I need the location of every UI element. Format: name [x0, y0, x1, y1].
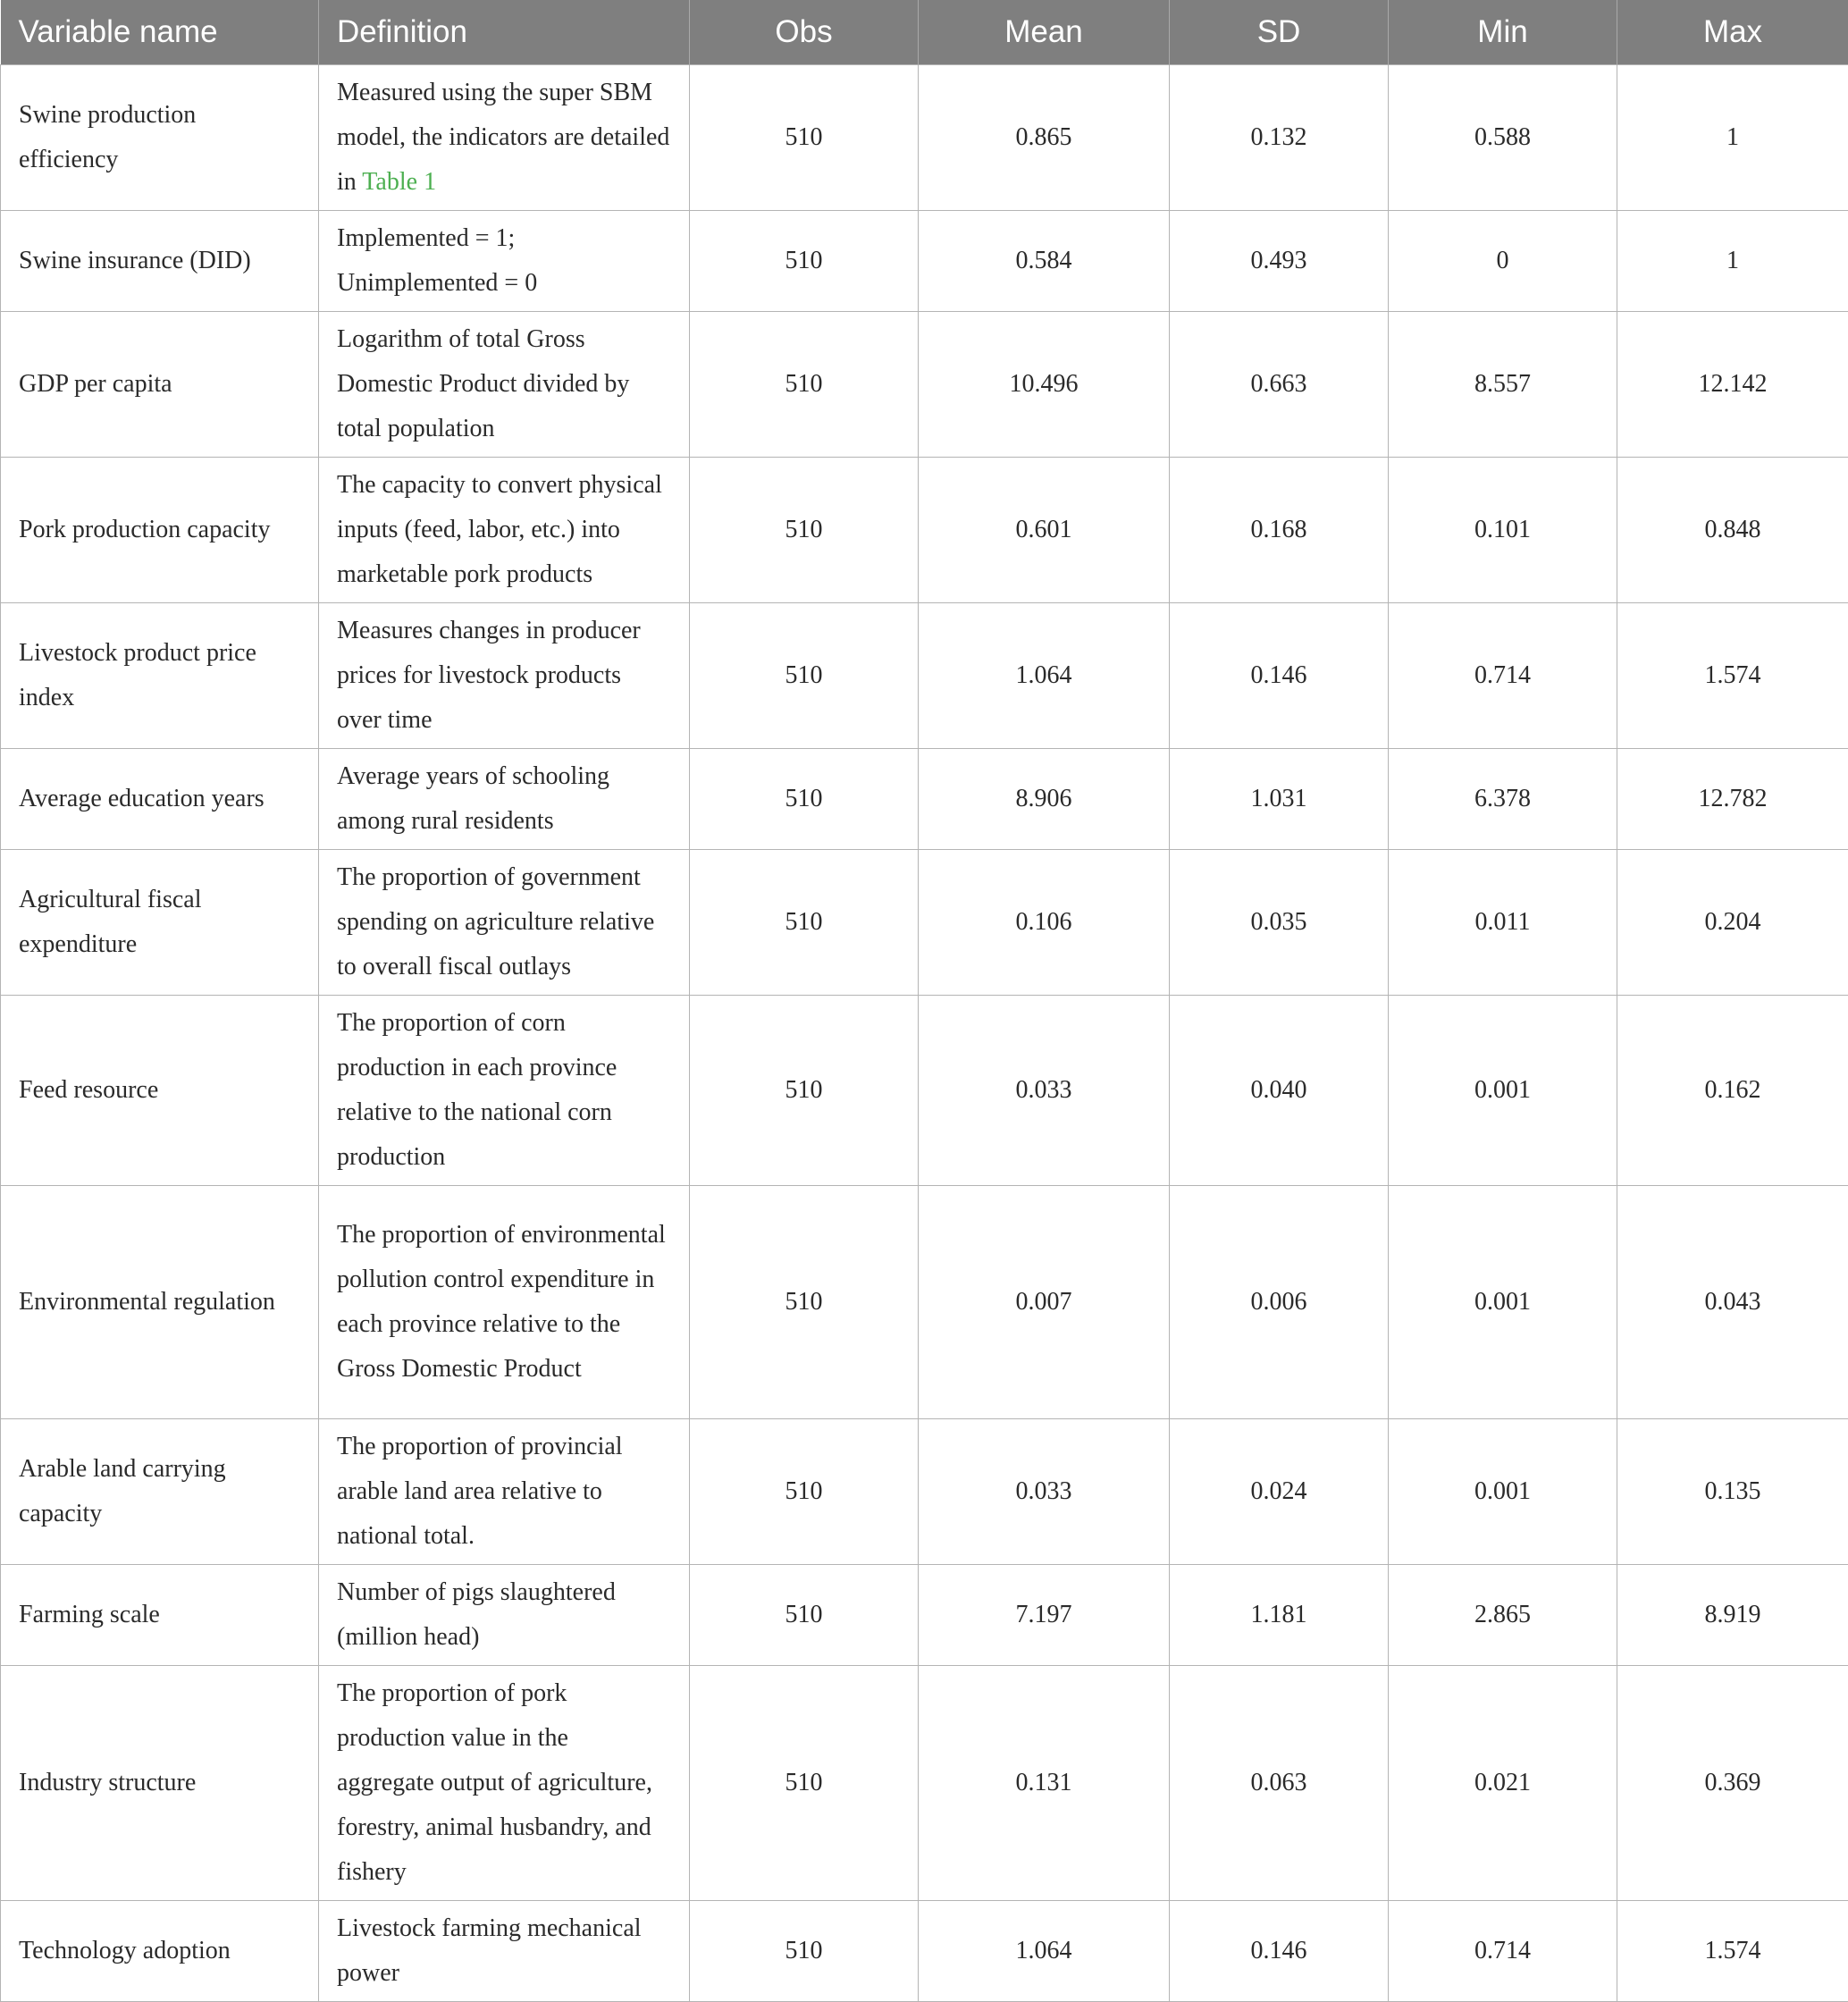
obs-cell: 510: [690, 1901, 919, 2002]
definition-cell: Number of pigs slaughtered (million head): [319, 1565, 690, 1666]
sd-cell: 0.168: [1170, 458, 1389, 603]
min-cell: 6.378: [1389, 749, 1617, 850]
table-row: [1, 1565, 1848, 1666]
mean-cell: 0.131: [919, 1666, 1170, 1901]
header-min: Min: [1389, 0, 1617, 65]
min-cell: 0: [1389, 211, 1617, 312]
table-row: [1, 1419, 1848, 1565]
min-cell: 0.001: [1389, 996, 1617, 1186]
sd-cell: 0.663: [1170, 312, 1389, 458]
max-cell: 0.369: [1617, 1666, 1848, 1901]
table-row: [1, 1666, 1848, 1901]
obs-cell: 510: [690, 603, 919, 749]
max-cell: 0.135: [1617, 1419, 1848, 1565]
max-cell: 1.574: [1617, 603, 1848, 749]
sd-cell: 0.063: [1170, 1666, 1389, 1901]
max-cell: 1: [1617, 65, 1848, 211]
mean-cell: 10.496: [919, 312, 1170, 458]
min-cell: 0.001: [1389, 1419, 1617, 1565]
max-cell: 12.142: [1617, 312, 1848, 458]
definition-cell: Implemented = 1; Unimplemented = 0: [319, 211, 690, 312]
definition-cell: Livestock farming mechanical power: [319, 1901, 690, 2002]
header-mean: Mean: [919, 0, 1170, 65]
definition-cell: The proportion of pork production value in the aggregate output of agriculture, forestry, animal husbandry, and fishery: [319, 1666, 690, 1901]
variable-name-cell: Industry structure: [1, 1666, 319, 1901]
sd-cell: 0.024: [1170, 1419, 1389, 1565]
mean-cell: 0.601: [919, 458, 1170, 603]
variable-name-cell: Technology adoption: [1, 1901, 319, 2002]
min-cell: 0.001: [1389, 1186, 1617, 1419]
variable-name-cell: GDP per capita: [1, 312, 319, 458]
obs-cell: 510: [690, 312, 919, 458]
max-cell: 12.782: [1617, 749, 1848, 850]
min-cell: 0.714: [1389, 1901, 1617, 2002]
obs-cell: 510: [690, 458, 919, 603]
table-header: [1, 0, 1848, 65]
table-row: [1, 458, 1848, 603]
variable-name-cell: Feed resource: [1, 996, 319, 1186]
mean-cell: 0.584: [919, 211, 1170, 312]
min-cell: 0.714: [1389, 603, 1617, 749]
table-body: [1, 65, 1848, 2002]
sd-cell: 1.031: [1170, 749, 1389, 850]
mean-cell: 0.865: [919, 65, 1170, 211]
obs-cell: 510: [690, 1666, 919, 1901]
variable-name-cell: Farming scale: [1, 1565, 319, 1666]
max-cell: 0.204: [1617, 850, 1848, 996]
definition-cell: The proportion of environmental pollution control expenditure in each province relative to the Gross Domestic Product: [319, 1186, 690, 1419]
min-cell: 0.101: [1389, 458, 1617, 603]
header-max: Max: [1617, 0, 1848, 65]
mean-cell: 0.033: [919, 996, 1170, 1186]
definition-cell: Average years of schooling among rural residents: [319, 749, 690, 850]
variable-name-cell: Arable land carrying capacity: [1, 1419, 319, 1565]
table-1-link[interactable]: Table 1: [362, 168, 436, 196]
definition-cell: [319, 65, 690, 211]
mean-cell: 0.007: [919, 1186, 1170, 1419]
mean-cell: 0.106: [919, 850, 1170, 996]
sd-cell: 0.132: [1170, 65, 1389, 211]
obs-cell: 510: [690, 1186, 919, 1419]
min-cell: 8.557: [1389, 312, 1617, 458]
sd-cell: 0.146: [1170, 603, 1389, 749]
max-cell: 0.162: [1617, 996, 1848, 1186]
definition-cell: The proportion of corn production in each province relative to the national corn production: [319, 996, 690, 1186]
obs-cell: 510: [690, 211, 919, 312]
mean-cell: 1.064: [919, 603, 1170, 749]
max-cell: 1.574: [1617, 1901, 1848, 2002]
header-definition: Definition: [319, 0, 690, 65]
variable-name-cell: Environmental regulation: [1, 1186, 319, 1419]
min-cell: 0.021: [1389, 1666, 1617, 1901]
table-row: [1, 850, 1848, 996]
sd-cell: 0.040: [1170, 996, 1389, 1186]
obs-cell: 510: [690, 65, 919, 211]
table-row: [1, 312, 1848, 458]
header-sd: SD: [1170, 0, 1389, 65]
definition-cell: The proportion of government spending on agriculture relative to overall fiscal outlays: [319, 850, 690, 996]
variable-name-cell: Pork production capacity: [1, 458, 319, 603]
max-cell: 1: [1617, 211, 1848, 312]
definition-cell: The proportion of provincial arable land area relative to national total.: [319, 1419, 690, 1565]
mean-cell: 0.033: [919, 1419, 1170, 1565]
definition-cell: Measures changes in producer prices for livestock products over time: [319, 603, 690, 749]
table-row: [1, 65, 1848, 211]
variable-name-cell: Swine insurance (DID): [1, 211, 319, 312]
max-cell: 8.919: [1617, 1565, 1848, 1666]
definition-text: Measured using the super SBM model, the indicators are detailed in: [337, 79, 669, 196]
table-row: [1, 211, 1848, 312]
mean-cell: 7.197: [919, 1565, 1170, 1666]
obs-cell: 510: [690, 996, 919, 1186]
table-row: [1, 1186, 1848, 1419]
table-row: [1, 1901, 1848, 2002]
definition-cell: The capacity to convert physical inputs (feed, labor, etc.) into marketable pork products: [319, 458, 690, 603]
max-cell: 0.043: [1617, 1186, 1848, 1419]
sd-cell: 0.035: [1170, 850, 1389, 996]
variable-name-cell: Average education years: [1, 749, 319, 850]
min-cell: 0.588: [1389, 65, 1617, 211]
obs-cell: 510: [690, 749, 919, 850]
sd-cell: 0.493: [1170, 211, 1389, 312]
min-cell: 0.011: [1389, 850, 1617, 996]
variable-name-cell: Livestock product price index: [1, 603, 319, 749]
header-variable-name: Variable name: [1, 0, 319, 65]
header-obs: Obs: [690, 0, 919, 65]
sd-cell: 0.146: [1170, 1901, 1389, 2002]
definition-cell: Logarithm of total Gross Domestic Product divided by total population: [319, 312, 690, 458]
obs-cell: 510: [690, 1565, 919, 1666]
obs-cell: 510: [690, 850, 919, 996]
sd-cell: 1.181: [1170, 1565, 1389, 1666]
obs-cell: 510: [690, 1419, 919, 1565]
max-cell: 0.848: [1617, 458, 1848, 603]
variable-name-cell: Agricultural fiscal expenditure: [1, 850, 319, 996]
sd-cell: 0.006: [1170, 1186, 1389, 1419]
min-cell: 2.865: [1389, 1565, 1617, 1666]
table-row: [1, 603, 1848, 749]
table-row: [1, 996, 1848, 1186]
table-row: [1, 749, 1848, 850]
variable-name-cell: Swine production efficiency: [1, 65, 319, 211]
mean-cell: 8.906: [919, 749, 1170, 850]
mean-cell: 1.064: [919, 1901, 1170, 2002]
header-row: [1, 0, 1848, 65]
